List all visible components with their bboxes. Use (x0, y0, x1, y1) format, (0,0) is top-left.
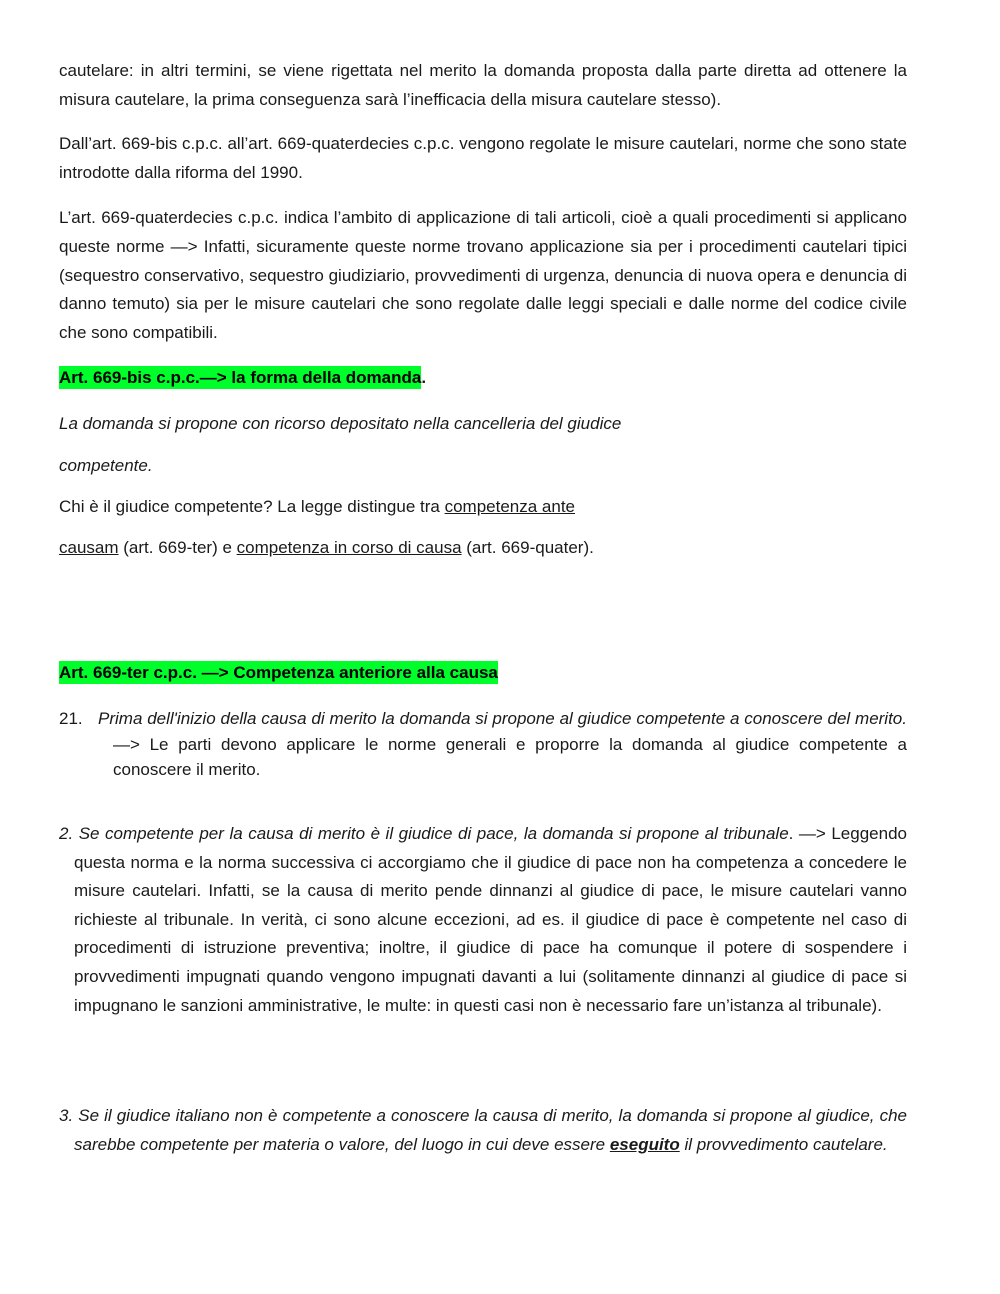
paragraph-domanda-ricorso: La domanda si propone con ricorso depositato nella cancelleria del giudice (59, 414, 622, 433)
paragraph-cautelare: cautelare: in altri termini, se viene rigettata nel merito la domanda proposta dalla parte diretta ad ottenere la misura cautelare, la prima conseguenza sarà l’inefficacia della misura cautelare stesso). (59, 61, 907, 109)
paragraph-ambito-applicazione: L’art. 669-quaterdecies c.p.c. indica l’ambito di applicazione di tali articoli, cioè a quali procedimenti si applicano queste norme —> Infatti, sicuramente queste norme trovano applicazione sia per i procedimenti cautelari tipici (sequestro conservativo, sequestro giudiziario, provvedimenti di urgenza, denuncia di nuova opera e denuncia di danno temuto) sia per le misure cautelari che sono regolate dalle leggi speciali e dalle norme del codice civile che sono compatibili. (59, 208, 907, 343)
text-art-669-quater: (art. 669-quater). (461, 538, 594, 557)
paragraph-misure-cautelari: Dall’art. 669-bis c.p.c. all’art. 669-quaterdecies c.p.c. vengono regolate le misure cautelari, norme che sono state introdotte dalla riforma del 1990. (59, 134, 907, 182)
text-question: Chi è il giudice competente? La legge distingue tra (59, 497, 445, 516)
list-item-2 (59, 820, 907, 1020)
commentary-text: . —> Leggendo questa norma e la norma successiva ci accorgiamo che il giudice di pace non ha competenza a concedere le misure cautelari. Infatti, se la causa di merito pende dinnanzi al giudice di pace, le misure cautelari vanno richieste al tribunale. In verità, ci sono alcune eccezioni, ad es. il giudice di pace è competente nel caso di procedimenti di istruzione preventiva; inoltre, il giudice di pace ha comunque il potere di sospendere i provvedimenti impugnati quando vengono impugnati davanti a lui (solitamente dinnanzi al giudice di pace si impugnano le sanzioni amministrative, le multe: in questi casi non è necessario fare un’istanza al tribunale). (74, 824, 907, 1015)
paragraph-causam (59, 534, 907, 563)
list-number: 21. (59, 709, 83, 728)
paragraph-competente: competente. (59, 456, 153, 475)
underlined-competenza-in-corso: competenza in corso di causa (236, 538, 462, 557)
paragraph-giudice-competente (59, 493, 907, 522)
italic-norm-text-end: il provvedimento cautelare. (679, 1134, 888, 1154)
underlined-competenza-ante: competenza ante (444, 497, 576, 516)
heading-highlight: Art. 669-bis c.p.c.—> la forma della domanda (59, 368, 422, 387)
italic-norm-text: 3. Se il giudice italiano non è competente a conoscere la causa di merito, la domanda si propone al giudice, che sarebbe competente per materia o valore, del luogo in cui deve essere (59, 1106, 907, 1154)
bold-underlined-eseguito: eseguito (609, 1134, 680, 1154)
heading-dot: . (421, 368, 427, 387)
heading-art-669-ter (59, 659, 907, 688)
list-item-3 (59, 1102, 907, 1159)
heading-highlight: Art. 669-ter c.p.c. —> Competenza anteriore alla causa (59, 663, 498, 682)
commentary-text: —> Le parti devono applicare le norme generali e proporre la domanda al giudice competente a conoscere il merito. (113, 734, 907, 780)
text-art-669-ter: (art. 669-ter) e (118, 538, 237, 557)
italic-norm-text: Prima dell'inizio della causa di merito la domanda si propone al giudice competente a conoscere del merito. (98, 709, 907, 728)
heading-art-669-bis (59, 364, 907, 393)
list-item-text (98, 706, 907, 783)
underlined-causam: causam (59, 538, 119, 557)
italic-norm-text: 2. Se competente per la causa di merito è il giudice di pace, la domanda si propone al tribunale (59, 824, 789, 843)
